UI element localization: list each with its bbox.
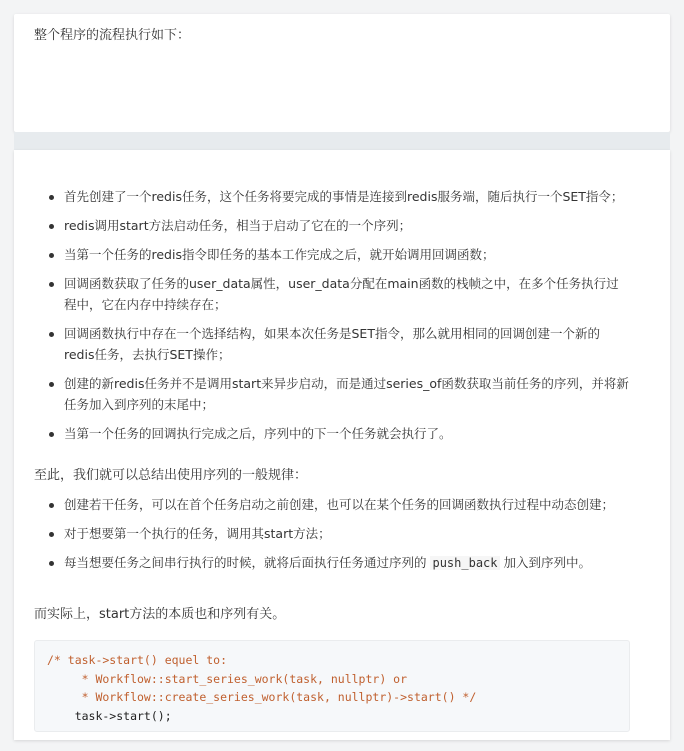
list-item: 回调函数获取了任务的user_data属性，user_data分配在main函数的栈帧之中，在多个任务执行过程中，它在内存中持续存在； xyxy=(14,273,670,315)
code-line: * Workflow::start_series_work(task, nullptr) or xyxy=(47,671,408,686)
list-item-text: 加入到序列中。 xyxy=(499,555,591,570)
flow-steps-list xyxy=(14,186,670,452)
list-item: 回调函数执行中存在一个选择结构，如果本次任务是SET指令，那么就用相同的回调创建一个新的redis任务，去执行SET操作； xyxy=(14,323,670,365)
list-item-text: 每当想要任务之间串行执行的时候，就将后面执行任务通过序列的 xyxy=(64,555,431,570)
list-item xyxy=(14,552,670,574)
flow-heading: 整个程序的流程执行如下： xyxy=(34,28,191,43)
list-item: 首先创建了一个redis任务，这个任务将要完成的事情是连接到redis服务端，随后执行一个SET指令； xyxy=(14,186,670,207)
rules-list xyxy=(14,494,670,582)
summary-paragraph: 至此，我们就可以总结出使用序列的一般规律： xyxy=(34,468,308,483)
code-line: * Workflow::create_series_work(task, nullptr)->start() */ xyxy=(47,690,477,704)
code-block xyxy=(34,640,630,732)
start-paragraph: 而实际上，start方法的本质也和序列有关。 xyxy=(34,607,286,622)
list-item: 当第一个任务的redis指令即任务的基本工作完成之后，就开始调用回调函数； xyxy=(14,244,670,265)
article-card xyxy=(14,150,670,740)
list-item: 对于想要第一个执行的任务，调用其start方法； xyxy=(14,523,670,544)
code-line: task->start(); xyxy=(47,708,172,723)
list-item: 创建若干任务，可以在首个任务启动之前创建，也可以在某个任务的回调函数执行过程中动态创建； xyxy=(14,494,670,515)
list-item: 当第一个任务的回调执行完成之后，序列中的下一个任务就会执行了。 xyxy=(14,423,670,444)
section-divider xyxy=(14,132,670,150)
list-item: 创建的新redis任务并不是调用start来异步启动，而是通过series_of函数获取当前任务的序列，并将新任务加入到序列的末尾中； xyxy=(14,373,670,415)
code-line: /* task->start() equel to: xyxy=(47,653,228,667)
top-card xyxy=(14,14,670,132)
inline-code: push_back xyxy=(432,556,498,570)
list-item: redis调用start方法启动任务，相当于启动了它在的一个序列； xyxy=(14,215,670,236)
